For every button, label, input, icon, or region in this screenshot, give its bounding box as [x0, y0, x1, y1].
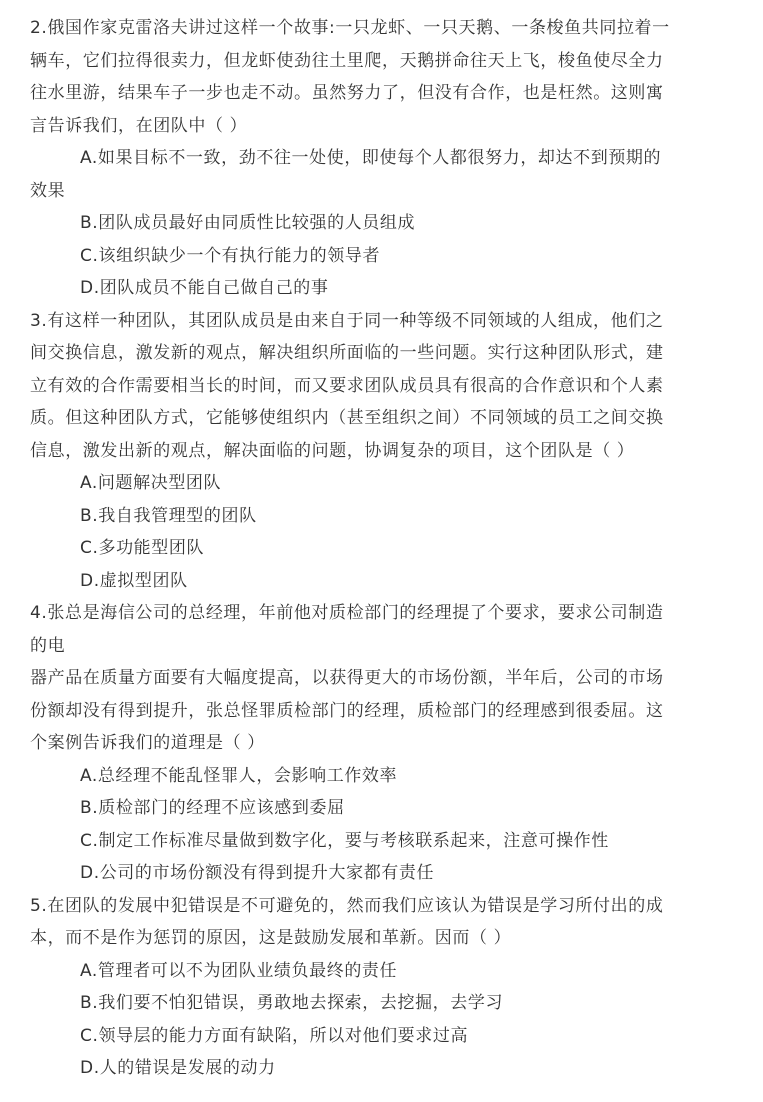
stem-line: 信息，激发出新的观点，解决面临的问题，协调复杂的项目，这个团队是（ ）	[30, 440, 635, 461]
option-text: A.如果目标不一致，劲不往一处使，即使每个人都很努力，却达不到预期的	[80, 148, 662, 168]
option-c: C.领导层的能力方面有缺陷，所以对他们要求过高	[80, 1025, 469, 1046]
stem-line: 间交换信息，激发新的观点，解决组织所面临的一些问题。实行这种团队形式，建	[30, 343, 664, 363]
option-c: C.制定工作标准尽量做到数字化，要与考核联系起来，注意可操作性	[80, 830, 609, 851]
option-b: B.我自我管理型的团队	[80, 505, 257, 526]
stem-line: 5.在团队的发展中犯错误是不可避免的，然而我们应该认为错误是学习所付出的成	[30, 895, 664, 916]
question-5	[30, 890, 723, 1085]
question-2	[30, 12, 723, 305]
stem-line: 言告诉我们，在团队中（ ）	[30, 115, 248, 136]
option-b: B.质检部门的经理不应该感到委屈	[80, 798, 345, 818]
option-a	[30, 142, 723, 207]
option-b: B.我们要不怕犯错误，勇敢地去探索，去挖掘，去学习	[80, 993, 504, 1013]
stem-line: 3.有这样一种团队，其团队成员是由来自于同一种等级不同领域的人组成，他们之	[30, 310, 664, 331]
stem-line: 辆车，它们拉得很卖力，但龙虾使劲往土里爬，天鹅拼命往天上飞，梭鱼使尽全力	[30, 50, 664, 71]
question-stem	[30, 890, 723, 955]
stem-line: 2.俄国作家克雷洛夫讲过这样一个故事:一只龙虾、一只天鹅、一条梭鱼共同拉着一	[30, 18, 670, 38]
stem-line: 份额却没有得到提升，张总怪罪质检部门的经理，质检部门的经理感到很委屈。这	[30, 700, 664, 721]
stem-line: 本，而不是作为惩罚的原因，这是鼓励发展和革新。因而（ ）	[30, 928, 512, 948]
stem-line: 个案例告诉我们的道理是（ ）	[30, 733, 265, 753]
option-b: B.团队成员最好由同质性比较强的人员组成	[80, 213, 416, 233]
question-stem	[30, 12, 723, 142]
stem-line: 往水里游，结果车子一步也走不动。虽然努力了，但没有合作，也是枉然。这则寓	[30, 83, 664, 103]
option-d: D.团队成员不能自己做自己的事	[80, 278, 329, 298]
option-a: A.问题解决型团队	[80, 473, 222, 493]
stem-line: 的电	[30, 635, 66, 656]
option-a: A.总经理不能乱怪罪人，会影响工作效率	[80, 765, 398, 786]
stem-line: 立有效的合作需要相当长的时间，而又要求团队成员具有很高的合作意识和个人素	[30, 375, 664, 396]
option-d: D.人的错误是发展的动力	[80, 1058, 276, 1078]
option-c: C.多功能型团队	[80, 538, 205, 558]
option-text-continued: 效果	[30, 180, 66, 201]
question-3	[30, 305, 723, 598]
option-a: A.管理者可以不为团队业绩负最终的责任	[80, 960, 398, 981]
question-stem	[30, 305, 723, 468]
option-d: D.虚拟型团队	[80, 570, 188, 591]
option-d: D.公司的市场份额没有得到提升大家都有责任	[80, 863, 435, 883]
option-c: C.该组织缺少一个有执行能力的领导者	[80, 245, 381, 266]
stem-line: 4.张总是海信公司的总经理，年前他对质检部门的经理提了个要求，要求公司制造	[30, 603, 664, 623]
stem-line: 质。但这种团队方式，它能够使组织内（甚至组织之间）不同领域的员工之间交换	[30, 408, 664, 428]
question-4	[30, 597, 723, 890]
stem-line: 器产品在质量方面要有大幅度提高，以获得更大的市场份额，半年后，公司的市场	[30, 668, 664, 688]
question-stem	[30, 597, 723, 760]
